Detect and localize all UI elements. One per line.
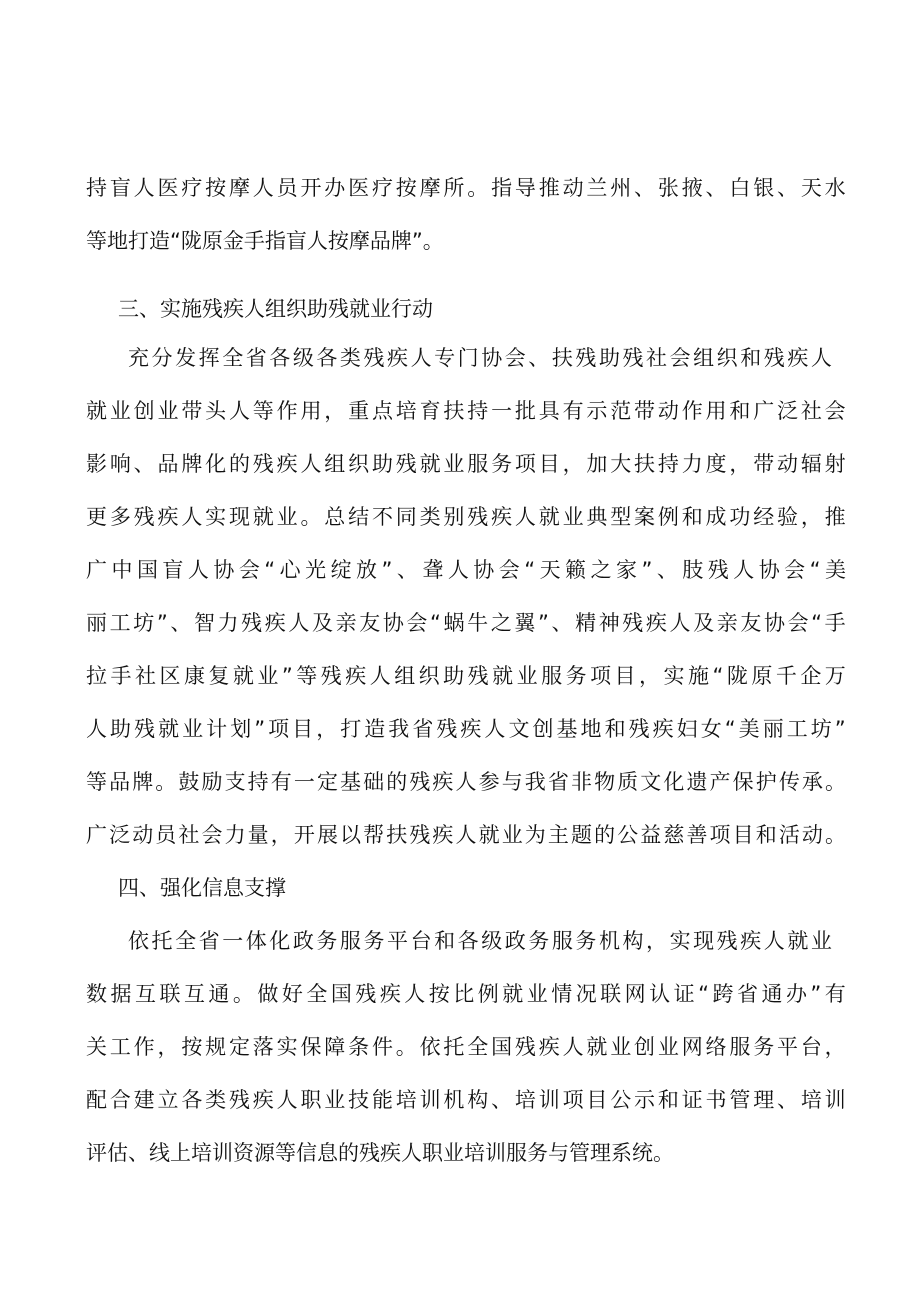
paragraph-line: 人 助 残 就 业 计 划 ” 项 目 ， 打 造 我 省 残 疾 人 文 创 基 地 和 残 疾 妇 女 “ 美 丽 工 坊 ” <box>86 717 846 741</box>
section-heading: 四、强化信息支撑 <box>118 876 286 900</box>
paragraph-line: 等 品 牌 。 鼓 励 支 持 有 一 定 基 础 的 残 疾 人 参 与 我 省 非 物 质 文 化 遗 产 保 护 传 承 。 <box>86 770 846 794</box>
paragraph-line: 等地打造“陇原金手指盲人按摩品牌”。 <box>86 229 444 253</box>
paragraph-line: 依 托 全 省 一 体 化 政 务 服 务 平 台 和 各 级 政 务 服 务 机 构 ， 实 现 残 疾 人 就 业 <box>128 929 832 953</box>
paragraph-line: 充 分 发 挥 全 省 各 级 各 类 残 疾 人 专 门 协 会 、 扶 残 助 残 社 会 组 织 和 残 疾 人 <box>128 346 832 370</box>
paragraph-line: 丽 工 坊 ” 、 智 力 残 疾 人 及 亲 友 协 会 “ 蜗 牛 之 翼 ” 、 精 神 残 疾 人 及 亲 友 协 会 “ 手 <box>86 611 846 635</box>
paragraph-line: 配 合 建 立 各 类 残 疾 人 职 业 技 能 培 训 机 构 、 培 训 项 目 公 示 和 证 书 管 理 、 培 训 <box>86 1088 846 1112</box>
paragraph-line: 数 据 互 联 互 通 。 做 好 全 国 残 疾 人 按 比 例 就 业 情 况 联 网 认 证 “ 跨 省 通 办 ” 有 <box>86 982 846 1006</box>
section-heading: 三、实施残疾人组织助残就业行动 <box>118 297 433 321</box>
paragraph-line: 广 泛 动 员 社 会 力 量 ， 开 展 以 帮 扶 残 疾 人 就 业 为 主 题 的 公 益 慈 善 项 目 和 活 动 。 <box>86 823 846 847</box>
paragraph-line: 拉 手 社 区 康 复 就 业 ” 等 残 疾 人 组 织 助 残 就 业 服 务 项 目 ， 实 施 “ 陇 原 千 企 万 <box>86 664 846 688</box>
paragraph-line: 关 工 作 ， 按 规 定 落 实 保 障 条 件 。 依 托 全 国 残 疾 人 就 业 创 业 网 络 服 务 平 台 ， <box>86 1035 846 1059</box>
paragraph-line: 就 业 创 业 带 头 人 等 作 用 ， 重 点 培 育 扶 持 一 批 具 有 示 范 带 动 作 用 和 广 泛 社 会 <box>86 399 846 423</box>
paragraph-line: 影 响 、 品 牌 化 的 残 疾 人 组 织 助 残 就 业 服 务 项 目 ， 加 大 扶 持 力 度 ， 带 动 辐 射 <box>86 452 846 476</box>
paragraph-line: 广 中 国 盲 人 协 会 “ 心 光 绽 放 ” 、 聋 人 协 会 “ 天 籁 之 家 ” 、 肢 残 人 协 会 “ 美 <box>86 558 846 582</box>
paragraph-line: 评估、线上培训资源等信息的残疾人职业培训服务与管理系统。 <box>86 1141 674 1165</box>
paragraph-line: 更 多 残 疾 人 实 现 就 业 。 总 结 不 同 类 别 残 疾 人 就 业 典 型 案 例 和 成 功 经 验 ， 推 <box>86 505 846 529</box>
paragraph-line: 持 盲 人 医 疗 按 摩 人 员 开 办 医 疗 按 摩 所 。 指 导 推 动 兰 州 、 张 掖 、 白 银 、 天 水 <box>86 176 846 200</box>
